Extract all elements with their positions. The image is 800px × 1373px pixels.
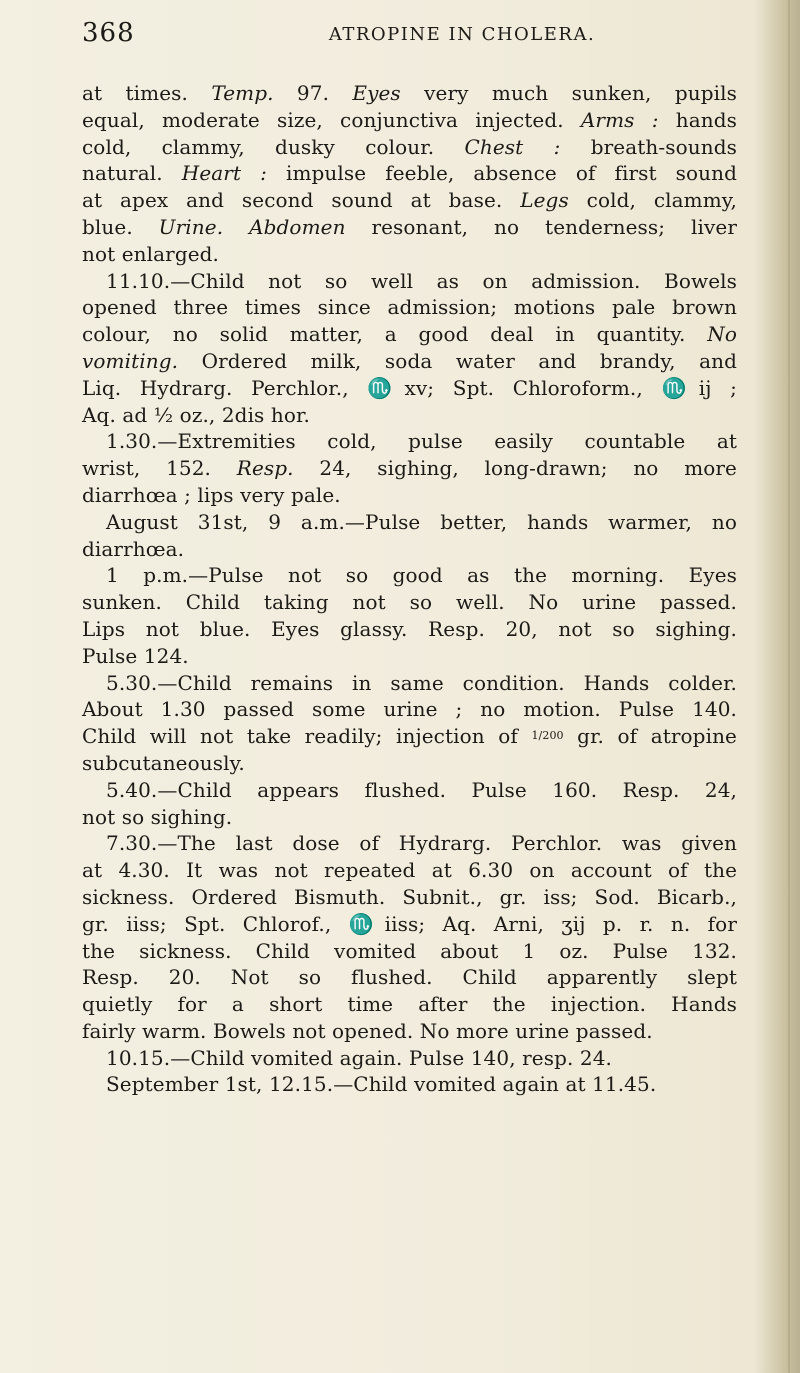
text-run: quietly for a short time after the injection. Hands [82, 992, 737, 1017]
text-line [82, 616, 737, 643]
text-run: 5.40.—Child appears flushed. Pulse 160. Resp. 24, [106, 777, 737, 802]
dose-fraction: 1/200 [531, 729, 564, 743]
text-line [82, 402, 737, 429]
text-line [82, 482, 737, 509]
text-run: Lips not blue. Eyes glassy. Resp. 20, not so sighing. [82, 616, 737, 641]
text-run: Aq. ad ½ oz., 2dis hor. [82, 402, 310, 427]
text-run: 5.30.—Child remains in same condition. Hands colder. [106, 670, 737, 695]
text-run: not so sighing. [82, 804, 233, 829]
text-run: 7.30.—The last dose of Hydrarg. Perchlor. was given [106, 831, 737, 856]
text-run: blue. [82, 214, 159, 239]
text-line [82, 991, 737, 1018]
text-line [82, 455, 737, 482]
text-run: impulse feeble, absence of first sound [266, 161, 737, 186]
text-run: the sickness. Child vomited about 1 oz. Pulse 132. [82, 938, 737, 963]
text-run: 24, sighing, long-drawn; no more [293, 456, 737, 481]
text-run: not enlarged. [82, 241, 220, 266]
text-line [82, 428, 737, 455]
italic-text: vomiting. [82, 348, 179, 373]
text-run: gr. iiss; Spt. Chlorof., ♏iiss; Aq. Arni, ʒij p. r. n. for [82, 911, 737, 936]
text-run: opened three times since admission; motions pale brown [82, 295, 737, 320]
italic-text: Legs [520, 188, 569, 213]
italic-text: Urine. [158, 214, 224, 239]
text-run: breath-sounds [560, 134, 737, 159]
page-header [82, 18, 732, 58]
text-run: Liq. Hydrarg. Perchlor., ♏xv; Spt. Chloroform., ♏ij ; [82, 375, 737, 400]
text-run: 1.30.—Extremities cold, pulse easily countable at [106, 429, 737, 454]
text-line [82, 1071, 737, 1098]
text-line [82, 911, 737, 938]
text-run: August 31st, 9 a.m.—Pulse better, hands warmer, no [106, 509, 737, 534]
text-line [82, 107, 737, 134]
text-line [82, 589, 737, 616]
text-run: hands [658, 107, 737, 132]
text-line [82, 1018, 737, 1045]
italic-text: Resp. [236, 456, 294, 481]
text-line [82, 187, 737, 214]
text-run: About 1.30 passed some urine ; no motion. Pulse 140. [82, 697, 737, 722]
text-run: Child will not take readily; injection of [82, 724, 532, 749]
text-run: Resp. 20. Not so flushed. Child apparently slept [82, 965, 737, 990]
text-line [82, 214, 737, 241]
text-line [82, 536, 737, 563]
text-line [82, 294, 737, 321]
italic-text: Temp. [211, 81, 274, 105]
text-line [82, 884, 737, 911]
text-run: cold, clammy, dusky colour. [82, 134, 465, 159]
italic-text: Heart : [181, 161, 267, 186]
text-run: gr. of atropine [563, 724, 737, 749]
text-line [82, 830, 737, 857]
text-line [82, 268, 737, 295]
text-run: natural. [82, 161, 182, 186]
text-run: Ordered milk, soda water and brandy, and [178, 348, 737, 373]
text-line [82, 723, 737, 750]
text-run: cold, clammy, [568, 188, 737, 213]
text-run: very much sunken, pupils [400, 81, 737, 105]
text-line [82, 777, 737, 804]
text-line [82, 938, 737, 965]
text-line [82, 509, 737, 536]
text-run [223, 215, 249, 239]
text-line [82, 643, 737, 670]
text-run: 1 p.m.—Pulse not so good as the morning. Eyes [106, 563, 737, 588]
text-run: Pulse 124. [82, 643, 189, 668]
text-run: sickness. Ordered Bismuth. Subnit., gr. iss; Sod. Bicarb., [82, 884, 737, 909]
text-line [82, 857, 737, 884]
text-line [82, 562, 737, 589]
text-line [82, 696, 737, 723]
text-line [82, 241, 737, 268]
text-line [82, 321, 737, 348]
text-run: resonant, no tenderness; liver [345, 214, 737, 239]
text-line [82, 670, 737, 697]
text-run: colour, no solid matter, a good deal in quantity. [82, 322, 708, 347]
page-number: 368 [82, 18, 135, 48]
italic-text: Chest : [464, 134, 561, 159]
text-run: diarrhœa ; lips very pale. [82, 482, 341, 507]
text-run: at 4.30. It was not repeated at 6.30 on account of the [82, 858, 737, 883]
text-run: 10.15.—Child vomited again. Pulse 140, resp. 24. [106, 1045, 612, 1070]
body-text [82, 80, 737, 1098]
italic-text: Abdomen [249, 214, 346, 239]
text-line [82, 750, 737, 777]
text-run: at times. [82, 81, 212, 105]
italic-text: Eyes [352, 81, 401, 105]
text-line [82, 134, 737, 161]
text-run: diarrhœa. [82, 536, 185, 561]
text-line [82, 375, 737, 402]
page-edge-shadow [754, 0, 800, 1373]
text-run: wrist, 152. [82, 456, 237, 481]
text-run: at apex and second sound at base. [82, 188, 521, 213]
text-run: 97. [273, 81, 353, 105]
text-run: subcutaneously. [82, 750, 245, 775]
text-run: September 1st, 12.15.—Child vomited again at 11.45. [106, 1072, 657, 1097]
text-line [82, 804, 737, 831]
text-run: equal, moderate size, conjunctiva injected. [82, 107, 581, 132]
text-line [82, 160, 737, 187]
text-run: 11.10.—Child not so well as on admission. Bowels [106, 268, 737, 293]
text-run: sunken. Child taking not so well. No urine passed. [82, 590, 737, 615]
text-line [82, 348, 737, 375]
page-edge-line [788, 0, 790, 1373]
text-run: fairly warm. Bowels not opened. No more urine passed. [82, 1018, 653, 1043]
italic-text: Arms : [580, 107, 659, 132]
text-line [82, 1045, 737, 1072]
running-head: ATROPINE IN CHOLERA. [328, 24, 596, 45]
italic-text: No [707, 322, 737, 347]
text-line [82, 80, 737, 107]
text-line [82, 964, 737, 991]
